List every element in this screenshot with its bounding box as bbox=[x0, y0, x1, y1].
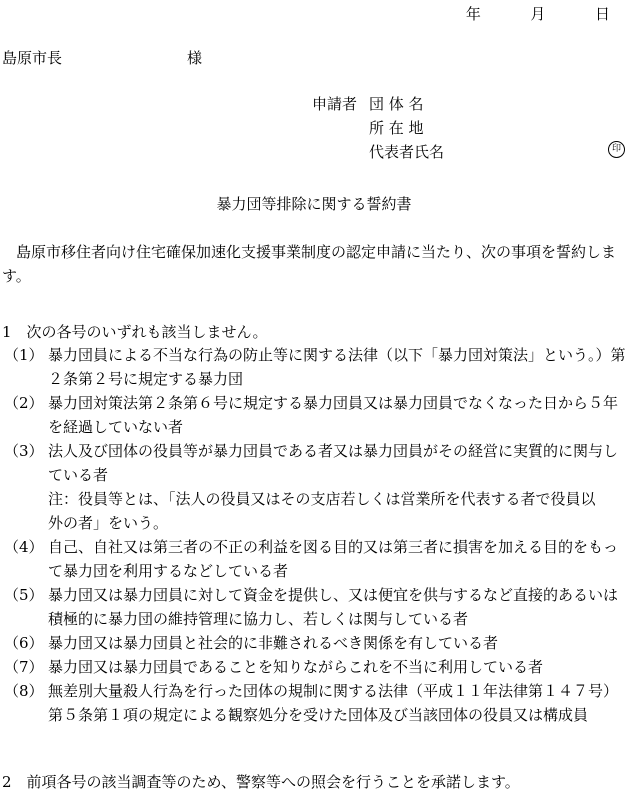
list-item bbox=[0, 439, 626, 487]
item-list bbox=[0, 343, 628, 727]
addressee-honorific: 様 bbox=[187, 49, 203, 67]
document-title: 暴力団等排除に関する誓約書 bbox=[216, 195, 412, 213]
item-text: 暴力団対策法第２条第６号に規定する暴力団員又は暴力団員でなくなった日から５年を経過していない者 bbox=[48, 394, 619, 436]
preamble: 島原市移住者向け住宅確保加速化支援事業制度の認定申請に当たり、次の事項を誓約します。 bbox=[2, 243, 617, 285]
list-item bbox=[0, 583, 626, 631]
addressee-name: 島原市長 bbox=[2, 49, 63, 67]
applicant-role: 申請者 bbox=[312, 95, 358, 113]
officer-note bbox=[0, 487, 628, 535]
item-number: （5） bbox=[4, 586, 44, 604]
applicant-rep-label: 代表者氏名 bbox=[369, 143, 445, 161]
item-number: （2） bbox=[4, 394, 44, 412]
note-text: 注：役員等とは、「法人の役員又はその支店若しくは営業所を代表する者で役員以外の者」をいう。 bbox=[48, 490, 596, 532]
date-day: 日 bbox=[594, 5, 610, 23]
item-text: 暴力団又は暴力団員であることを知りながらこれを不当に利用している者 bbox=[48, 658, 544, 676]
list-item bbox=[0, 631, 626, 655]
applicant-address-label: 所 在 地 bbox=[369, 119, 424, 137]
list-item bbox=[0, 655, 626, 679]
section-1-heading: 1 次の各号のいずれも該当しません。 bbox=[2, 323, 268, 341]
item-text: 無差別大量殺人行為を行った団体の規制に関する法律（平成１１年法律第１４７号）第５条第１項の規定による観察処分を受けた団体及び当該団体の役員又は構成員 bbox=[48, 682, 619, 724]
item-text: 法人及び団体の役員等が暴力団員である者又は暴力団員がその経営に実質的に関与している者 bbox=[48, 442, 619, 484]
item-text: 暴力団又は暴力団員と社会的に非難されるべき関係を有している者 bbox=[48, 634, 499, 652]
list-item bbox=[0, 343, 626, 391]
item-number: （6） bbox=[4, 634, 44, 652]
date-year: 年 bbox=[465, 5, 481, 23]
item-text: 自己、自社又は第三者の不正の利益を図る目的又は第三者に損害を加える目的をもって暴力団を利用するなどしている者 bbox=[48, 538, 619, 580]
seal-mark: 印 bbox=[608, 141, 625, 158]
item-text: 暴力団員による不当な行為の防止等に関する法律（以下「暴力団対策法」という。）第２条第２号に規定する暴力団 bbox=[48, 346, 626, 388]
date-month: 月 bbox=[530, 5, 546, 23]
item-number: （3） bbox=[4, 442, 44, 460]
list-item bbox=[0, 391, 626, 439]
item-number: （8） bbox=[4, 682, 44, 700]
item-number: （7） bbox=[4, 658, 44, 676]
item-text: 暴力団又は暴力団員に対して資金を提供し、又は便宜を供与するなど直接的あるいは積極的に暴力団の維持管理に協力し、若しくは関与している者 bbox=[48, 586, 619, 628]
list-item bbox=[0, 535, 626, 583]
item-number: （4） bbox=[4, 538, 44, 556]
section-2: 2 前項各号の該当調査等のため、警察等への照会を行うことを承諾します。 bbox=[2, 773, 520, 791]
item-number: （1） bbox=[4, 346, 44, 364]
applicant-org-label: 団 体 名 bbox=[369, 95, 424, 113]
list-item bbox=[0, 679, 626, 727]
date-line bbox=[466, 2, 610, 26]
addressee bbox=[2, 46, 203, 70]
